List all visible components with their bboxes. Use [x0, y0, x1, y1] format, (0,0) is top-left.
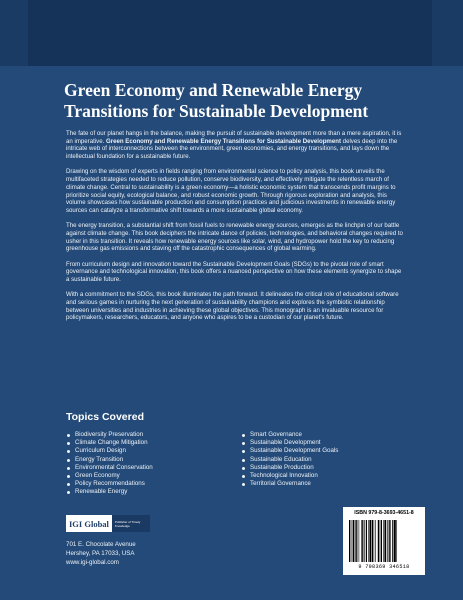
- topics-heading: Topics Covered: [66, 411, 144, 423]
- description-paragraph-4: From curriculum design and innovation toward the Sustainable Development Goals (SDGs) to the pivotal role of smart governance and technological innovation, this book offers a nuanced perspective on how these elements synergize to shape a sustainable future.: [66, 260, 402, 284]
- barcode-bar: [392, 520, 393, 562]
- topic-item: Biodiversity Preservation: [66, 431, 241, 439]
- top-color-band: [0, 0, 463, 66]
- topics-right-list: [241, 431, 416, 497]
- barcode-bar: [384, 520, 386, 562]
- book-description: [66, 130, 406, 330]
- address-line-1: 701 E. Chocolate Avenue: [66, 541, 136, 548]
- barcode-bar: [361, 520, 362, 562]
- barcode-bar: [359, 520, 360, 562]
- description-paragraph-3: The energy transition, a substantial shift from fossil fuels to renewable energy sources, emerges as the linchpin of our battle against climate change. This book deciphers the intricate dance of policies, technologies, and behavioral changes required to usher in this transition. It reveals how renewable energy sources like solar, wind, and hydropower hold the key to reducing greenhouse gas emissions and staving off the catastrophic consequences of global warming.: [66, 222, 403, 253]
- topic-item: Technological Innovation: [241, 472, 416, 480]
- barcode-bar: [356, 520, 357, 562]
- top-band-inner-panel: [28, 0, 432, 66]
- description-paragraph-2: Drawing on the wisdom of experts in fields ranging from environmental science to policy analysis, this book unveils the multifaceted strategies needed to reduce pollution, conserve biodiversity, and effectively mitigate the relentless march of climate change. Central to sustainability is a green economy—a holistic economic system that transcends profit margins to prioritize social equity, ecological balance, and robust economic growth. Through rigorous exploration and analysis, this volume showcases how sustainable production and consumption practices and judicious investments in renewable energy sources can catalyze a transformative shift towards a more sustainable global economy.: [66, 168, 396, 214]
- barcode-bar: [380, 520, 381, 562]
- barcode-bar: [375, 520, 376, 562]
- isbn-barcode-box: [343, 507, 425, 575]
- topic-item: Smart Governance: [241, 431, 416, 439]
- topic-item: Climate Change Mitigation: [66, 439, 241, 447]
- barcode-bar: [383, 520, 384, 562]
- p1-tail-text: delves deep into the intricate web of interconnections between the environment, green economies, and energy transitions, and lays down the intellectual foundation for a sustainable future.: [66, 137, 398, 161]
- barcode-bar: [374, 520, 375, 562]
- barcode-bar: [369, 520, 371, 562]
- publisher-website: www.igi-global.com: [66, 559, 119, 566]
- barcode-bar: [366, 520, 367, 562]
- barcode-bars: [349, 520, 419, 562]
- topic-item: Environmental Conservation: [66, 464, 241, 472]
- publisher-logo-tagline: Publisher of Timely Knowledge: [112, 515, 150, 532]
- barcode-bar: [349, 520, 350, 562]
- isbn-label: ISBN 979-8-3693-4651-8: [354, 510, 414, 516]
- barcode-bar: [351, 520, 352, 562]
- barcode-bar: [353, 520, 355, 562]
- topic-item: Energy Transition: [66, 456, 241, 464]
- p1-lead-text: The fate of our planet hangs in the balance, making the pursuit of sustainable development more than a mere aspiration, it is an imperative.: [66, 130, 402, 145]
- topics-left-list: [66, 431, 241, 497]
- publisher-address: [66, 540, 136, 567]
- barcode-bar: [368, 520, 369, 562]
- publisher-logo: [66, 515, 152, 532]
- barcode-bar: [381, 520, 382, 562]
- topic-item: Sustainable Education: [241, 456, 416, 464]
- topic-item: Green Economy: [66, 472, 241, 480]
- topic-item: Sustainable Development: [241, 439, 416, 447]
- barcode-bar: [387, 520, 388, 562]
- address-line-2: Hershey, PA 17033, USA: [66, 550, 135, 557]
- topic-item: Territorial Governance: [241, 480, 416, 488]
- book-title: [64, 80, 424, 122]
- p1-bold-title: Green Economy and Renewable Energy Transitions for Sustainable Development: [105, 137, 341, 145]
- topic-item: Renewable Energy: [66, 488, 241, 496]
- topics-covered-section: [66, 411, 416, 497]
- barcode-bar: [372, 520, 373, 562]
- barcode-bar: [390, 520, 391, 562]
- barcode-digits: 9 798369 346518: [358, 564, 410, 570]
- barcode-bar: [396, 520, 397, 562]
- topic-item: Policy Recommendations: [66, 480, 241, 488]
- book-title-line-2: Transitions for Sustainable Development: [64, 101, 369, 121]
- topic-item: Sustainable Production: [241, 464, 416, 472]
- book-title-line-1: Green Economy and Renewable Energy: [64, 80, 363, 100]
- barcode-bar: [362, 520, 363, 562]
- topic-item: Curriculum Design: [66, 447, 241, 455]
- publisher-logo-mark: IGI Global: [66, 515, 112, 532]
- topics-columns: [66, 431, 416, 497]
- description-paragraph-5: With a commitment to the SDGs, this book illuminates the path forward. It delineates the critical role of educational software and serious games in nurturing the next generation of sustainability champions and explores the symbiotic relationship between universities and industries in achieving these global objectives. This monograph is an invaluable resource for policymakers, researchers, educators, and anyone who aspires to be a custodian of our planet's future.: [66, 291, 399, 322]
- barcode-bar: [364, 520, 365, 562]
- description-paragraph-1: [66, 130, 406, 161]
- barcode-bar: [355, 520, 356, 562]
- topic-item: Sustainable Development Goals: [241, 447, 416, 455]
- barcode-bar: [389, 520, 390, 562]
- barcode-bar: [394, 520, 396, 562]
- barcode-bar: [378, 520, 379, 562]
